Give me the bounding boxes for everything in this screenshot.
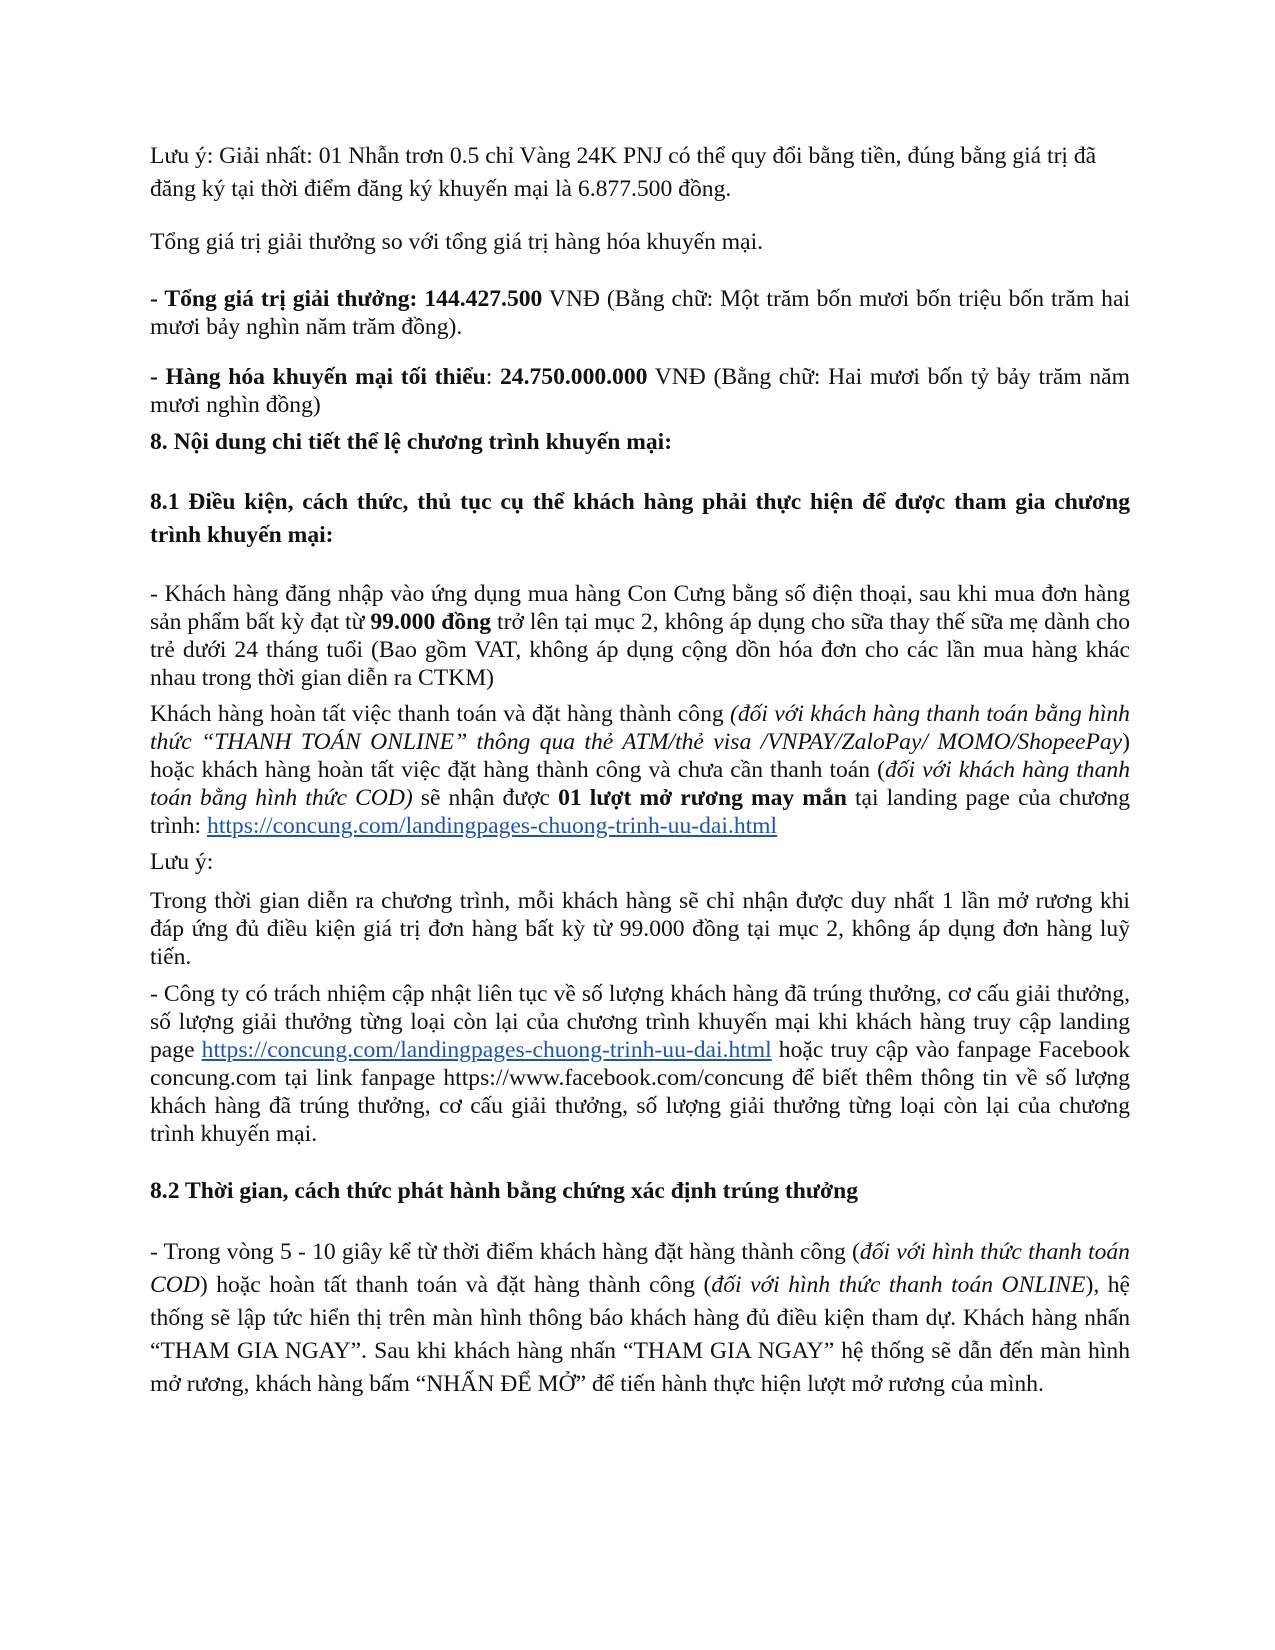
winning-proof-paragraph [150,1236,1130,1401]
proof-text-end: ), hệ thống sẽ lập tức hiển thị trên màn hình thông báo khách hàng đủ điều kiện tham dự. Khách hàng nhấn “THAM GIA NGAY”. Sau khi khách hàng nhấn “THAM GIA NGAY” hệ thống sẽ dẫn đến màn hình mở rương, khách hàng bấm “NHẤN ĐỂ MỞ” để tiến hành thực hiện lượt mở rương của mình. [150,1272,1131,1397]
one-time-chest-paragraph [150,887,1130,971]
responsibility-text-end: hoặc truy cập vào fanpage Facebook concung.com tại link fanpage https://www.facebook.com/concung để biết thêm thông tin về số lượng khách hàng đã trúng thưởng, cơ cấu giải thưởng, số lượng giải thưởng từng loại còn lại của chương trình khuyến mại. [150,1037,1131,1147]
reward-intro-text: sẽ nhận được [412,785,559,811]
total-prize-amount: 144.427.500 [424,286,543,312]
section-8-1-heading [150,486,1130,552]
note-label: Lưu ý: [150,849,214,875]
first-prize-note [150,140,1130,206]
cod-method-note: đối với hình thức thanh toán COD [150,1239,1130,1298]
one-time-chest-text: Trong thời gian diễn ra chương trình, mỗi khách hàng sẽ chỉ nhận được duy nhất 1 lần mở rương khi đáp ứng đủ điều kiện giá trị đơn hàng bất kỳ từ 99.000 đồng tại mục 2, không áp dụng đơn hàng luỹ tiến. [150,888,1130,970]
first-prize-note-text: Lưu ý: Giải nhất: 01 Nhẫn trơn 0.5 chỉ Vàng 24K PNJ có thể quy đổi bằng tiền, đúng bằng giá trị đã đăng ký tại thời điểm đăng ký khuyến mại là 6.877.500 đồng. [150,143,1097,202]
online-method-note: đối với hình thức thanh toán ONLINE [711,1272,1086,1298]
note-label-line [150,848,1130,876]
participation-condition-paragraph [150,580,1130,692]
landing-page-link[interactable]: https://concung.com/landingpages-chuong-trinh-uu-dai.html [207,813,778,839]
payment-reward-paragraph [150,700,1130,840]
proof-text-middle: ) hoặc hoàn tất thanh toán và đặt hàng thành công ( [199,1272,712,1298]
proof-text-start: - Trong vòng 5 - 10 giây kể từ thời điểm khách hàng đặt hàng thành công ( [150,1239,860,1265]
min-goods-value-paragraph [150,363,1130,419]
online-payment-note: (đối với khách hàng thanh toán bằng hình thức “THANH TOÁN ONLINE” thông qua thẻ ATM/thẻ visa /VNPAY/ZaloPay/ MOMO/ShopeePay [150,701,1130,755]
minimum-order-value: 99.000 đồng [370,609,492,635]
total-prize-in-words: VNĐ (Bằng chữ: Một trăm bốn mươi bốn triệu bốn trăm hai mươi bảy nghìn năm trăm đồng). [150,286,1130,340]
prize-comparison-text: Tổng giá trị giải thưởng so với tổng giá trị hàng hóa khuyến mại. [150,229,764,255]
cod-payment-note: đối với khách hàng thanh toán bằng hình thức COD) [150,757,1130,811]
min-goods-in-words: VNĐ (Bằng chữ: Hai mươi bốn tỷ bảy trăm năm mươi nghìn đồng) [150,364,1130,418]
total-prize-label: - Tổng giá trị giải thưởng: [150,286,425,312]
section-8-heading-text: 8. Nội dung chi tiết thể lệ chương trình khuyến mại: [150,429,673,455]
payment-text-middle: ) hoặc khách hàng hoàn tất việc đặt hàng thành công và chưa cần thanh toán ( [150,729,1130,783]
section-8-2-heading [150,1175,1130,1208]
landing-page-intro: tại landing page của chương trình: [150,785,1131,839]
section-8-2-heading-text: 8.2 Thời gian, cách thức phát hành bằng chứng xác định trúng thưởng [150,1178,859,1204]
payment-text-start: Khách hàng hoàn tất việc thanh toán và đặt hàng thành công [150,701,730,727]
landing-page-link-2[interactable]: https://concung.com/landingpages-chuong-trinh-uu-dai.html [201,1037,772,1063]
responsibility-text-start: - Công ty có trách nhiệm cập nhật liên tục về số lượng khách hàng đã trúng thưởng, cơ cấu giải thưởng, số lượng giải thưởng từng loại còn lại của chương trình khuyến mại khi khách hàng truy cập landing page [150,981,1130,1063]
min-goods-label: - Hàng hóa khuyến mại tối thiểu [150,364,486,390]
prize-comparison-line [150,226,1130,259]
section-8-1-heading-text: 8.1 Điều kiện, cách thức, thủ tục cụ thể khách hàng phải thực hiện để được tham gia chương trình khuyến mại: [150,489,1130,548]
total-prize-value-paragraph [150,285,1130,341]
min-goods-amount: 24.750.000.000 [499,364,648,390]
condition-text-start: - Khách hàng đăng nhập vào ứng dụng mua hàng Con Cưng bằng số điện thoại, sau khi mua đơn hàng sản phẩm bất kỳ đạt từ [150,581,1130,635]
section-8-heading [150,426,1130,459]
lucky-chest-turn: 01 lượt mở rương may mắn [558,785,847,811]
company-responsibility-paragraph [150,980,1130,1148]
condition-text-end: trở lên tại mục 2, không áp dụng cho sữa thay thế sữa mẹ dành cho trẻ dưới 24 tháng tuổi (Bao gồm VAT, không áp dụng cộng dồn hóa đơn cho các lần mua hàng khác nhau trong thời gian diễn ra CTKM) [150,609,1131,691]
min-goods-colon: : [485,364,500,390]
